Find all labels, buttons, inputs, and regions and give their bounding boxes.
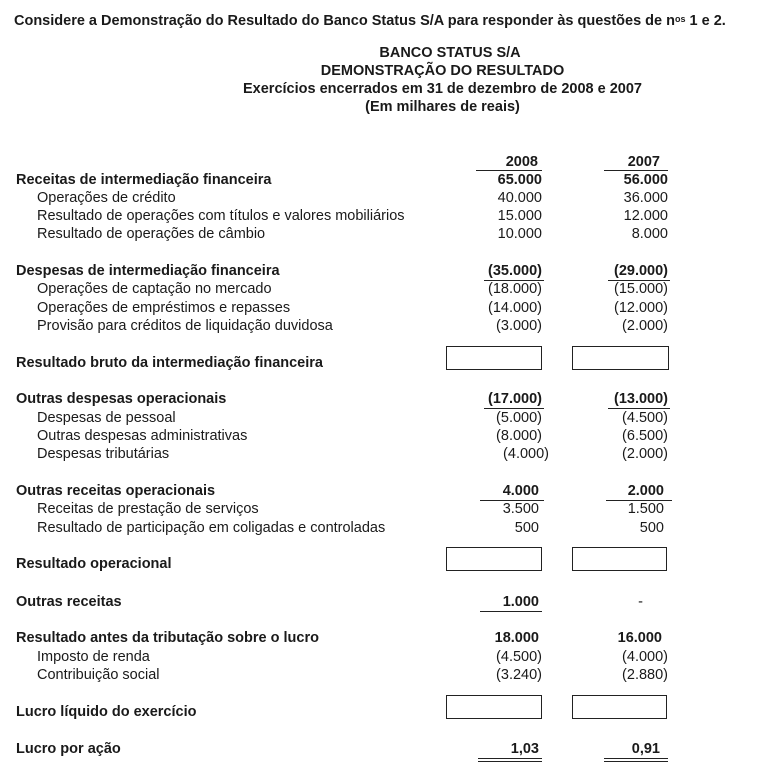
value-2008-tributarias: (4.000) <box>503 446 549 462</box>
intro-main: Considere a Demonstração do Resultado do Banco Status S/A para responder às questões de n <box>14 13 675 29</box>
value-2008-res-cambio: 10.000 <box>497 226 542 242</box>
value-2007-res-cambio: 8.000 <box>631 226 668 242</box>
column-header-2008: 2008 <box>505 154 538 170</box>
row-label-res-cambio: Resultado de operações de câmbio <box>37 226 266 242</box>
statement-unit: (Em milhares de reais) <box>365 99 520 115</box>
underline-2008-outras-receitas <box>480 611 542 612</box>
statement-period: Exercícios encerrados em 31 de dezembro de 2008 e 2007 <box>243 81 642 97</box>
value-2008-outras-rec-op: 4.000 <box>502 483 539 499</box>
value-2007-outras-desp: (13.000) <box>613 391 668 407</box>
double-underline-2007-bottom <box>604 761 668 762</box>
value-2008-pessoal: (5.000) <box>496 410 542 426</box>
value-2007-receitas: 56.000 <box>623 172 668 188</box>
row-label-res-bruto: Resultado bruto da intermediação financeira <box>16 355 323 371</box>
underline-2008-outras-desp <box>484 408 544 409</box>
row-label-captacao: Operações de captação no mercado <box>37 281 272 297</box>
value-2008-cs: (3.240) <box>496 667 542 683</box>
value-2008-outras-desp: (17.000) <box>487 391 542 407</box>
value-2007-emprestimos: (12.000) <box>613 300 668 316</box>
value-2008-provisao: (3.000) <box>496 318 542 334</box>
value-2007-lucro-acao: 0,91 <box>631 741 660 757</box>
value-2007-despesas: (29.000) <box>613 263 668 279</box>
column-underline-2008 <box>476 170 542 171</box>
answer-box-2008-lucro-liquido <box>446 695 542 719</box>
answer-box-2008-res-bruto <box>446 346 542 370</box>
row-label-outras-receitas: Outras receitas <box>16 594 122 610</box>
intro-superscript: os <box>674 14 686 24</box>
value-2007-servicos: 1.500 <box>627 501 664 517</box>
value-2007-cs: (2.880) <box>622 667 668 683</box>
row-label-outras-rec-op: Outras receitas operacionais <box>16 483 216 499</box>
value-2008-servicos: 3.500 <box>502 501 539 517</box>
value-2008-ir: (4.500) <box>496 649 542 665</box>
value-2008-res-antes: 18.000 <box>494 630 539 646</box>
underline-2007-outras-desp <box>608 408 670 409</box>
value-2008-administrativas: (8.000) <box>496 428 542 444</box>
row-label-res-antes: Resultado antes da tributação sobre o lucro <box>16 630 319 646</box>
answer-box-2008-res-operacional <box>446 547 542 571</box>
value-2007-ir: (4.000) <box>622 649 668 665</box>
answer-box-2007-lucro-liquido <box>572 695 667 719</box>
row-label-res-titulos: Resultado de operações com títulos e valores mobiliários <box>37 208 405 224</box>
value-2008-receitas: 65.000 <box>497 172 542 188</box>
row-label-despesas: Despesas de intermediação financeira <box>16 263 280 279</box>
answer-box-2007-res-bruto <box>572 346 669 370</box>
row-label-ir: Imposto de renda <box>37 649 150 665</box>
value-2008-captacao: (18.000) <box>487 281 542 297</box>
value-2008-res-titulos: 15.000 <box>497 208 542 224</box>
value-2007-administrativas: (6.500) <box>622 428 668 444</box>
answer-box-2007-res-operacional <box>572 547 667 571</box>
value-2007-tributarias: (2.000) <box>622 446 668 462</box>
value-2008-despesas: (35.000) <box>487 263 542 279</box>
value-2007-outras-rec-op: 2.000 <box>627 483 664 499</box>
row-label-pessoal: Despesas de pessoal <box>37 410 176 426</box>
column-header-2007: 2007 <box>627 154 660 170</box>
row-label-tributarias: Despesas tributárias <box>37 446 170 462</box>
value-2007-participacao: 500 <box>639 520 664 536</box>
row-label-administrativas: Outras despesas administrativas <box>37 428 248 444</box>
row-label-provisao: Provisão para créditos de liquidação duvidosa <box>37 318 333 334</box>
value-2007-res-titulos: 12.000 <box>623 208 668 224</box>
value-2007-outras-receitas: - <box>638 594 643 610</box>
row-label-emprestimos: Operações de empréstimos e repasses <box>37 300 291 316</box>
value-2007-pessoal: (4.500) <box>622 410 668 426</box>
row-label-res-operacional: Resultado operacional <box>16 556 172 572</box>
column-underline-2007 <box>604 170 668 171</box>
value-2008-outras-receitas: 1.000 <box>502 594 539 610</box>
value-2008-lucro-acao: 1,03 <box>510 741 539 757</box>
row-label-cs: Contribuição social <box>37 667 160 683</box>
value-2008-op-credito: 40.000 <box>497 190 542 206</box>
intro-tail: 1 e 2. <box>685 13 726 29</box>
double-underline-2008-top <box>478 758 542 759</box>
value-2007-captacao: (15.000) <box>613 281 668 297</box>
double-underline-2008-bottom <box>478 761 542 762</box>
row-label-servicos: Receitas de prestação de serviços <box>37 501 259 517</box>
row-label-op-credito: Operações de crédito <box>37 190 176 206</box>
double-underline-2007-top <box>604 758 668 759</box>
intro-text <box>14 13 726 30</box>
value-2008-participacao: 500 <box>514 520 539 536</box>
row-label-outras-desp: Outras despesas operacionais <box>16 391 227 407</box>
row-label-lucro-liquido: Lucro líquido do exercício <box>16 704 197 720</box>
value-2007-provisao: (2.000) <box>622 318 668 334</box>
value-2007-res-antes: 16.000 <box>617 630 662 646</box>
value-2008-emprestimos: (14.000) <box>487 300 542 316</box>
company-name: BANCO STATUS S/A <box>379 45 521 61</box>
row-label-lucro-acao: Lucro por ação <box>16 741 121 757</box>
value-2007-op-credito: 36.000 <box>623 190 668 206</box>
statement-title: DEMONSTRAÇÃO DO RESULTADO <box>320 63 565 79</box>
row-label-participacao: Resultado de participação em coligadas e controladas <box>37 520 386 536</box>
row-label-receitas: Receitas de intermediação financeira <box>16 172 272 188</box>
